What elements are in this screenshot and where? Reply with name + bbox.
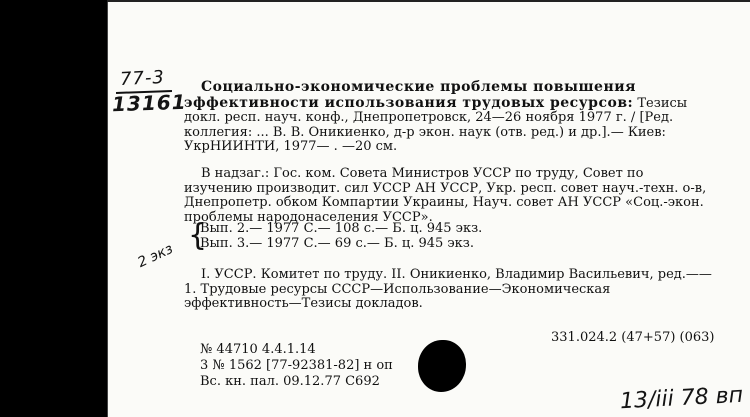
footer-line-1: № 44710 4.4.1.14: [200, 342, 316, 357]
tracings: I. УССР. Комитет по труду. II. Оникиенко, Владимир Васильевич, ред.——1. Трудовые ресурсы СССР—Использование—Экономическая эффективность—Тезисы докладов.: [184, 267, 712, 311]
udc-code: 331.024.2 (47+57) (063): [551, 330, 715, 345]
record-title: Социально-экономические проблемы повышения эффективности использования трудовых ресурсов:: [184, 79, 636, 111]
handwritten-code-top: 77-3: [119, 66, 166, 91]
record-description: Тезисы докл. респ. науч. конф., Днепропетровск, 24—26 ноября 1977 г. / [Ред. коллегия: ... В. В. Оникиенко, д-р экон. наук (отв. ред.) и др.].— Киев: УкрНИИНТИ, 1977— . —20 см.: [184, 95, 688, 154]
handwritten-code-bottom: 13161: [111, 89, 187, 117]
footer-line-3: Вс. кн. пал. 09.12.77 С692: [200, 374, 380, 389]
handwritten-margin-note: 2 экз: [135, 240, 176, 272]
brace-mark: {: [188, 218, 208, 253]
publishers-note: В надзаг.: Гос. ком. Совета Министров УССР по труду, Совет по изучению производит. сил УССР АН УССР, Укр. респ. совет науч.-техн. о-в, Днепропетр. обком Компартии Украины, Науч. совет АН УССР «Соц.-экон. проблемы народонаселения УССР».: [184, 166, 707, 225]
issue-2-line: Вып. 2.— 1977 С.— 108 с.— Б. ц. 945 экз.: [200, 221, 483, 236]
issue-3-line: Вып. 3.— 1977 С.— 69 с.— Б. ц. 945 экз.: [200, 236, 475, 251]
handwritten-signature: 13/iii 78 вп: [619, 382, 744, 415]
footer-line-2: 3 № 1562 [77-92381-82] н оп: [200, 358, 393, 373]
record-heading: [184, 80, 714, 155]
